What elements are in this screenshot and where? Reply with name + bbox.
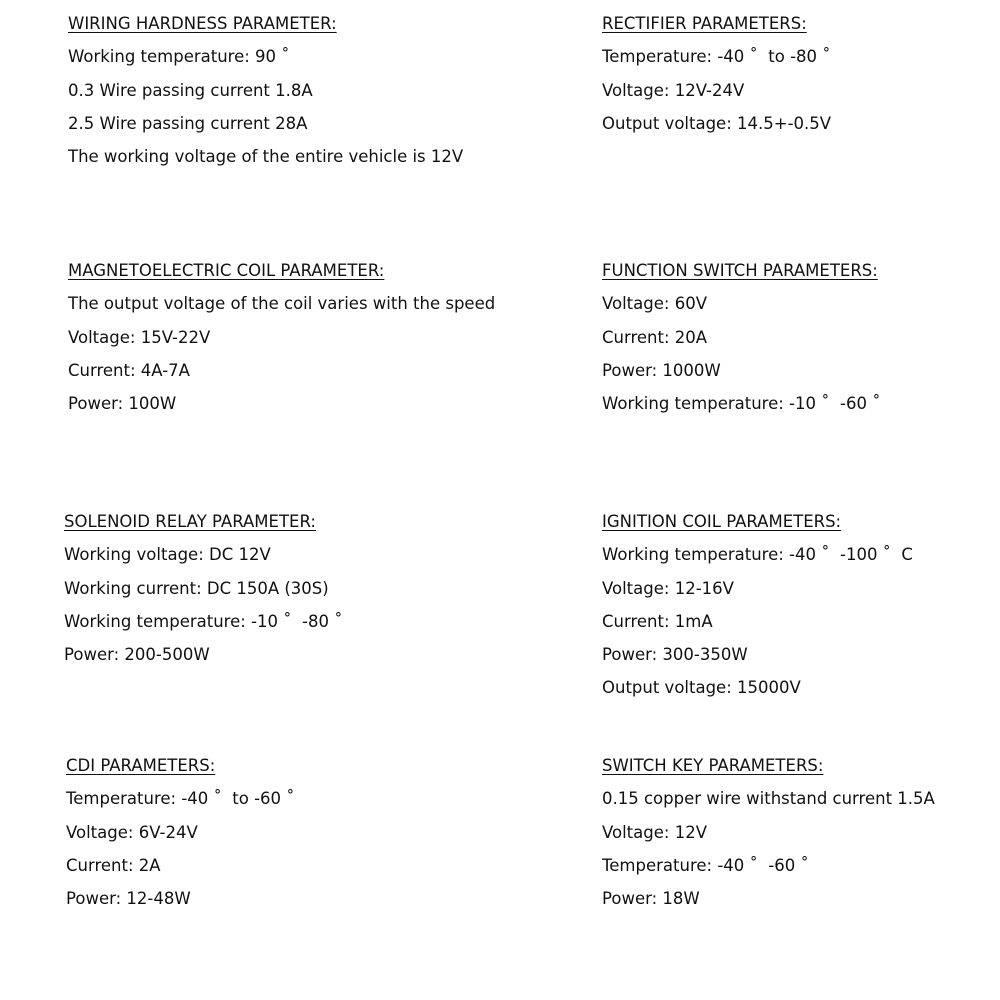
- section-title: MAGNETOELECTRIC COIL PARAMETER:: [68, 261, 385, 280]
- spec-line: Voltage: 12V-24V: [602, 80, 745, 100]
- spec-line: Current: 20A: [602, 327, 708, 347]
- section-switch-key: [602, 756, 935, 922]
- spec-line: Power: 18W: [602, 889, 700, 909]
- spec-line: Voltage: 60V: [602, 294, 707, 314]
- spec-line: Voltage: 12-16V: [602, 578, 734, 598]
- section-magnetoelectric-coil: [68, 261, 495, 427]
- spec-line: Voltage: 12V: [602, 822, 707, 842]
- section-title: RECTIFIER PARAMETERS:: [602, 14, 807, 33]
- spec-line: Working temperature: 90 ˚: [68, 47, 290, 67]
- spec-line: Power: 1000W: [602, 360, 721, 380]
- section-solenoid-relay: [64, 512, 342, 678]
- spec-line: Voltage: 15V-22V: [68, 327, 211, 347]
- section-title: SOLENOID RELAY PARAMETER:: [64, 512, 316, 531]
- spec-line: Power: 300-350W: [602, 645, 748, 665]
- spec-line: Power: 200-500W: [64, 645, 210, 665]
- section-title: IGNITION COIL PARAMETERS:: [602, 512, 842, 531]
- spec-line: The working voltage of the entire vehicle is 12V: [68, 147, 464, 167]
- spec-line: Temperature: -40 ˚ to -60 ˚: [66, 789, 295, 809]
- spec-line: Working temperature: -10 ˚ -60 ˚: [602, 394, 881, 414]
- spec-line: Working temperature: -10 ˚ -80 ˚: [64, 611, 343, 631]
- spec-line: Working temperature: -40 ˚ -100 ˚ C: [602, 545, 913, 565]
- spec-line: Voltage: 6V-24V: [66, 822, 198, 842]
- section-ignition-coil: [602, 512, 913, 712]
- spec-line: Working current: DC 150A (30S): [64, 578, 329, 598]
- spec-line: Working voltage: DC 12V: [64, 545, 271, 565]
- spec-line: 0.3 Wire passing current 1.8A: [68, 80, 313, 100]
- spec-line: The output voltage of the coil varies with the speed: [68, 294, 496, 314]
- spec-line: Output voltage: 15000V: [602, 678, 801, 698]
- spec-line: Temperature: -40 ˚ -60 ˚: [602, 855, 809, 875]
- spec-line: 0.15 copper wire withstand current 1.5A: [602, 789, 935, 809]
- section-rectifier: [602, 14, 831, 147]
- spec-line: Power: 100W: [68, 394, 177, 414]
- section-wiring-hardness: [68, 14, 463, 180]
- section-cdi: [66, 756, 295, 922]
- section-title: WIRING HARDNESS PARAMETER:: [68, 14, 337, 33]
- section-title: CDI PARAMETERS:: [66, 756, 216, 775]
- spec-line: Power: 12-48W: [66, 889, 191, 909]
- spec-line: 2.5 Wire passing current 28A: [68, 113, 308, 133]
- spec-line: Current: 1mA: [602, 611, 713, 631]
- spec-line: Temperature: -40 ˚ to -80 ˚: [602, 47, 831, 67]
- section-function-switch: [602, 261, 880, 427]
- spec-line: Current: 2A: [66, 855, 161, 875]
- section-title: FUNCTION SWITCH PARAMETERS:: [602, 261, 878, 280]
- spec-line: Output voltage: 14.5+-0.5V: [602, 113, 832, 133]
- section-title: SWITCH KEY PARAMETERS:: [602, 756, 824, 775]
- spec-line: Current: 4A-7A: [68, 360, 190, 380]
